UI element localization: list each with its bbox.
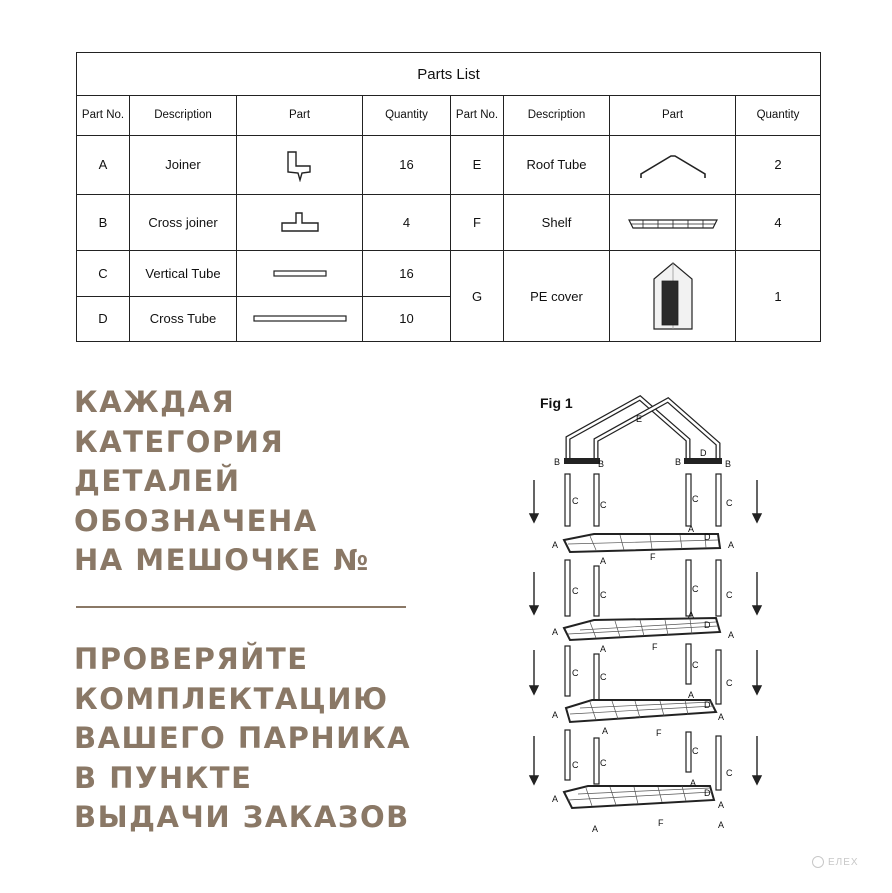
label-c: C [572, 760, 579, 770]
promo-line: КОМПЛЕКТАЦИЮ [74, 681, 389, 716]
part-d-no: D [77, 296, 130, 341]
label-d: D [704, 788, 711, 798]
label-c: C [692, 584, 699, 594]
part-d-desc: Cross Tube [130, 296, 237, 341]
vertical-tube-icon [270, 267, 330, 281]
part-a-no: A [77, 135, 130, 194]
part-b-qty: 4 [363, 194, 451, 250]
label-f: F [650, 552, 656, 562]
label-e: E [636, 414, 643, 424]
label-a: A [552, 794, 559, 804]
part-b-no: B [77, 194, 130, 250]
promo-line: КАЖДАЯ [74, 385, 236, 419]
label-f: F [658, 818, 664, 828]
promo-text-category [74, 383, 370, 581]
watermark-logo-icon [812, 856, 824, 868]
label-f: F [656, 728, 662, 738]
shelf-2 [564, 618, 720, 640]
label-c: C [726, 678, 733, 688]
label-d: D [704, 700, 711, 710]
promo-line: НА МЕШОЧКЕ № [74, 543, 370, 577]
part-e-no: E [451, 135, 504, 194]
assembly-diagram [520, 388, 780, 838]
label-a: A [552, 710, 559, 720]
shelf-3 [566, 700, 716, 722]
label-a: A [688, 610, 695, 620]
label-a: A [728, 540, 735, 550]
label-c: C [572, 496, 579, 506]
label-c: C [726, 590, 733, 600]
label-a: A [718, 820, 725, 830]
label-c: C [600, 758, 607, 768]
part-f-desc: Shelf [504, 194, 610, 250]
part-e-qty: 2 [736, 135, 821, 194]
shelf-1 [564, 534, 720, 552]
part-f-no: F [451, 194, 504, 250]
label-a: A [690, 778, 697, 788]
part-c-no: C [77, 251, 130, 296]
part-g-no: G [451, 251, 504, 342]
part-c-qty: 16 [363, 251, 451, 296]
label-d: D [704, 532, 711, 542]
label-a: A [728, 630, 735, 640]
shelf-icon [623, 212, 723, 234]
part-d-qty: 10 [363, 296, 451, 341]
promo-line: КАТЕГОРИЯ [74, 424, 285, 459]
cross-joiner-icon [278, 209, 322, 237]
promo-line: В ПУНКТЕ [74, 760, 253, 795]
label-a: A [688, 524, 695, 534]
promo-line: ДЕТАЛЕЙ [74, 464, 241, 498]
header-part-no: Part No. [77, 96, 130, 135]
pe-cover-icon [648, 259, 698, 333]
promo-text-check [74, 640, 411, 838]
label-a: A [600, 644, 607, 654]
part-a-desc: Joiner [130, 135, 237, 194]
watermark [812, 856, 859, 868]
header-part-no-2: Part No. [451, 96, 504, 135]
header-quantity-2: Quantity [736, 96, 821, 135]
label-f: F [652, 642, 658, 652]
label-c: C [572, 668, 579, 678]
label-b: B [725, 459, 732, 469]
label-a: A [552, 627, 559, 637]
label-a: A [552, 540, 559, 550]
parts-list-table [76, 52, 821, 342]
promo-line: ОБОЗНАЧЕНА [74, 503, 318, 538]
header-part-2: Part [610, 96, 736, 135]
part-b-desc: Cross joiner [130, 194, 237, 250]
promo-line: ПРОВЕРЯЙТЕ [74, 642, 309, 676]
label-c: C [600, 590, 607, 600]
label-a: A [718, 800, 725, 810]
label-b: B [554, 457, 561, 467]
label-a: A [718, 712, 725, 722]
part-a-qty: 16 [363, 135, 451, 194]
header-description-2: Description [504, 96, 610, 135]
header-part: Part [237, 96, 363, 135]
joiner-icon [280, 148, 320, 182]
table-title: Parts List [77, 53, 821, 96]
part-c-desc: Vertical Tube [130, 251, 237, 296]
part-e-desc: Roof Tube [504, 135, 610, 194]
part-f-qty: 4 [736, 194, 821, 250]
label-d: D [700, 448, 707, 458]
header-quantity: Quantity [363, 96, 451, 135]
header-description: Description [130, 96, 237, 135]
label-a: A [602, 726, 609, 736]
roof-tube-icon [633, 148, 713, 182]
label-c: C [692, 494, 699, 504]
label-c: C [692, 746, 699, 756]
label-a: A [592, 824, 599, 834]
label-a: A [688, 690, 695, 700]
label-c: C [600, 672, 607, 682]
shelf-4 [564, 786, 714, 808]
fig-title: Fig 1 [540, 395, 573, 411]
cross-tube-icon [250, 312, 350, 326]
part-g-qty: 1 [736, 251, 821, 342]
label-c: C [692, 660, 699, 670]
label-d: D [704, 620, 711, 630]
label-c: C [572, 586, 579, 596]
divider [76, 606, 406, 608]
promo-line: ВЫДАЧИ ЗАКАЗОВ [74, 800, 410, 834]
label-b: B [598, 459, 605, 469]
label-c: C [726, 498, 733, 508]
label-b: B [675, 457, 682, 467]
label-c: C [600, 500, 607, 510]
label-a: A [600, 556, 607, 566]
watermark-text: ЕЛЕХ [828, 856, 859, 868]
label-c: C [726, 768, 733, 778]
part-g-desc: PE cover [504, 251, 610, 342]
promo-line: ВАШЕГО ПАРНИКА [74, 721, 412, 755]
